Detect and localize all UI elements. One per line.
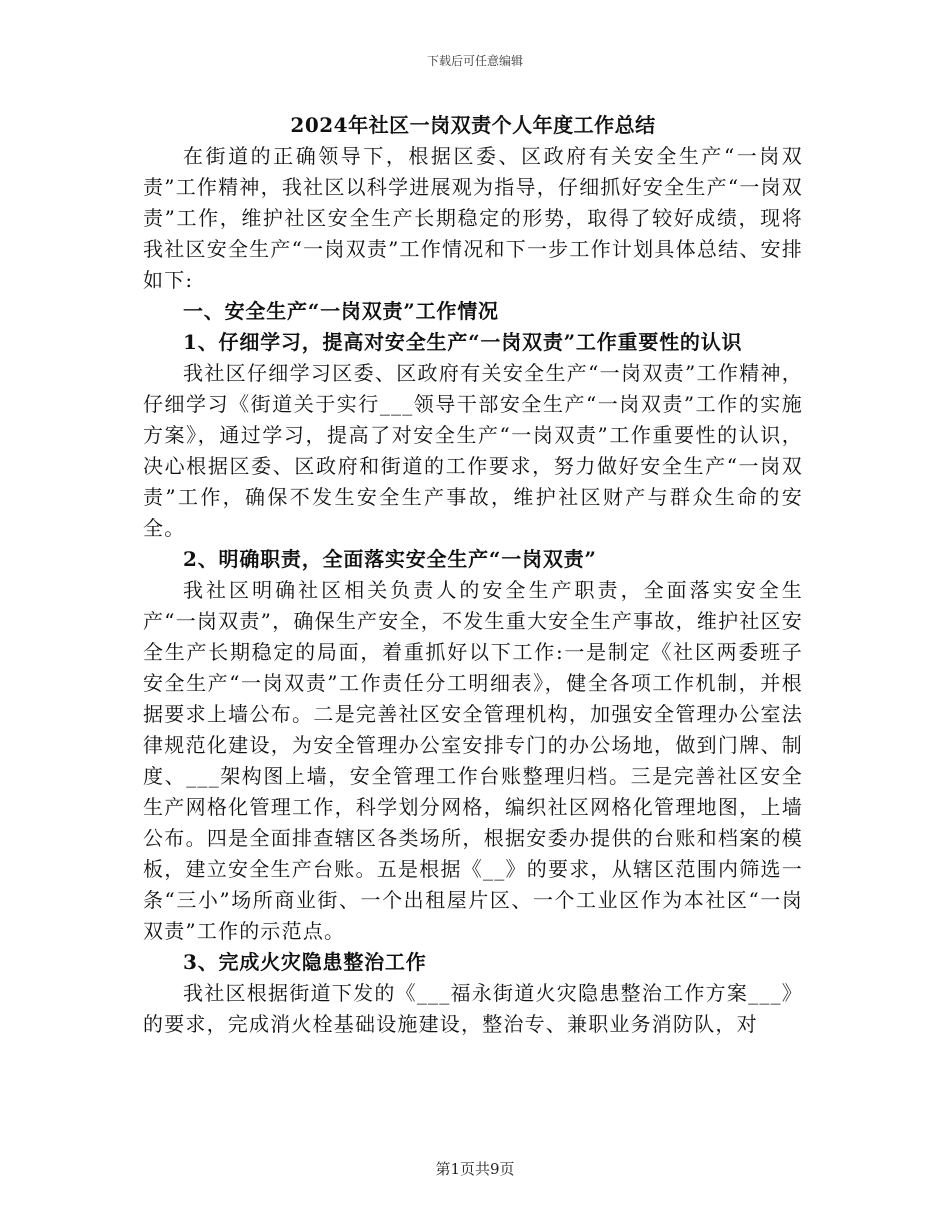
document-body	[143, 110, 803, 1040]
document-title: 2024年社区一岗双责个人年度工作总结	[290, 113, 656, 137]
page-footer: 第1页共9页	[435, 1160, 515, 1178]
subsection-body-3: 我社区根据街道下发的《___福永街道火灾隐患整治工作方案___》的要求，完成消火栓基础设施建设，整治专、兼职业务消防队，对	[143, 981, 803, 1036]
subsection-body-1: 我社区仔细学习区委、区政府有关安全生产“一岗双责”工作精神，仔细学习《街道关于实行___领导干部安全生产“一岗双责”工作的实施方案》，通过学习，提高了对安全生产“一岗双责”工作重要性的认识，决心根据区委、区政府和街道的工作要求，努力做好安全生产“一岗双责”工作，确保不发生安全生产事故，维护社区财产与群众生命的安全。	[143, 361, 803, 540]
subsection-heading-2: 2、明确职责，全面落实安全生产“一岗双责”	[183, 547, 597, 571]
subsection-heading-3: 3、完成火灾隐患整治工作	[183, 950, 427, 974]
header-note: 下载后可任意编辑	[426, 54, 523, 68]
section-heading-1: 一、安全生产“一岗双责”工作情况	[183, 299, 499, 323]
subsection-heading-1: 1、仔细学习，提高对安全生产“一岗双责”工作重要性的认识	[183, 330, 743, 354]
intro-paragraph: 在街道的正确领导下，根据区委、区政府有关安全生产“一岗双责”工作精神，我社区以科学进展观为指导，仔细抓好安全生产“一岗双责”工作，维护社区安全生产长期稳定的形势，取得了较好成绩，现将我社区安全生产“一岗双责”工作情况和下一步工作计划具体总结、安排如下:	[143, 144, 803, 292]
subsection-body-2: 我社区明确社区相关负责人的安全生产职责，全面落实安全生产“一岗双责”，确保生产安全，不发生重大安全生产事故，维护社区安全生产长期稳定的局面，着重抓好以下工作:一是制定《社区两委班子安全生产“一岗双责”工作责任分工明细表》，健全各项工作机制，并根据要求上墙公布。二是完善社区安全管理机构，加强安全管理办公室法律规范化建设，为安全管理办公室安排专门的办公场地，做到门牌、制度、___架构图上墙，安全管理工作台账整理归档。三是完善社区安全生产网格化管理工作，科学划分网格，编织社区网格化管理地图，上墙公布。四是全面排查辖区各类场所，根据安委办提供的台账和档案的模板，建立安全生产台账。五是根据《__》的要求，从辖区范围内筛选一条“三小”场所商业街、一个出租屋片区、一个工业区作为本社区“一岗双责”工作的示范点。	[143, 578, 803, 943]
